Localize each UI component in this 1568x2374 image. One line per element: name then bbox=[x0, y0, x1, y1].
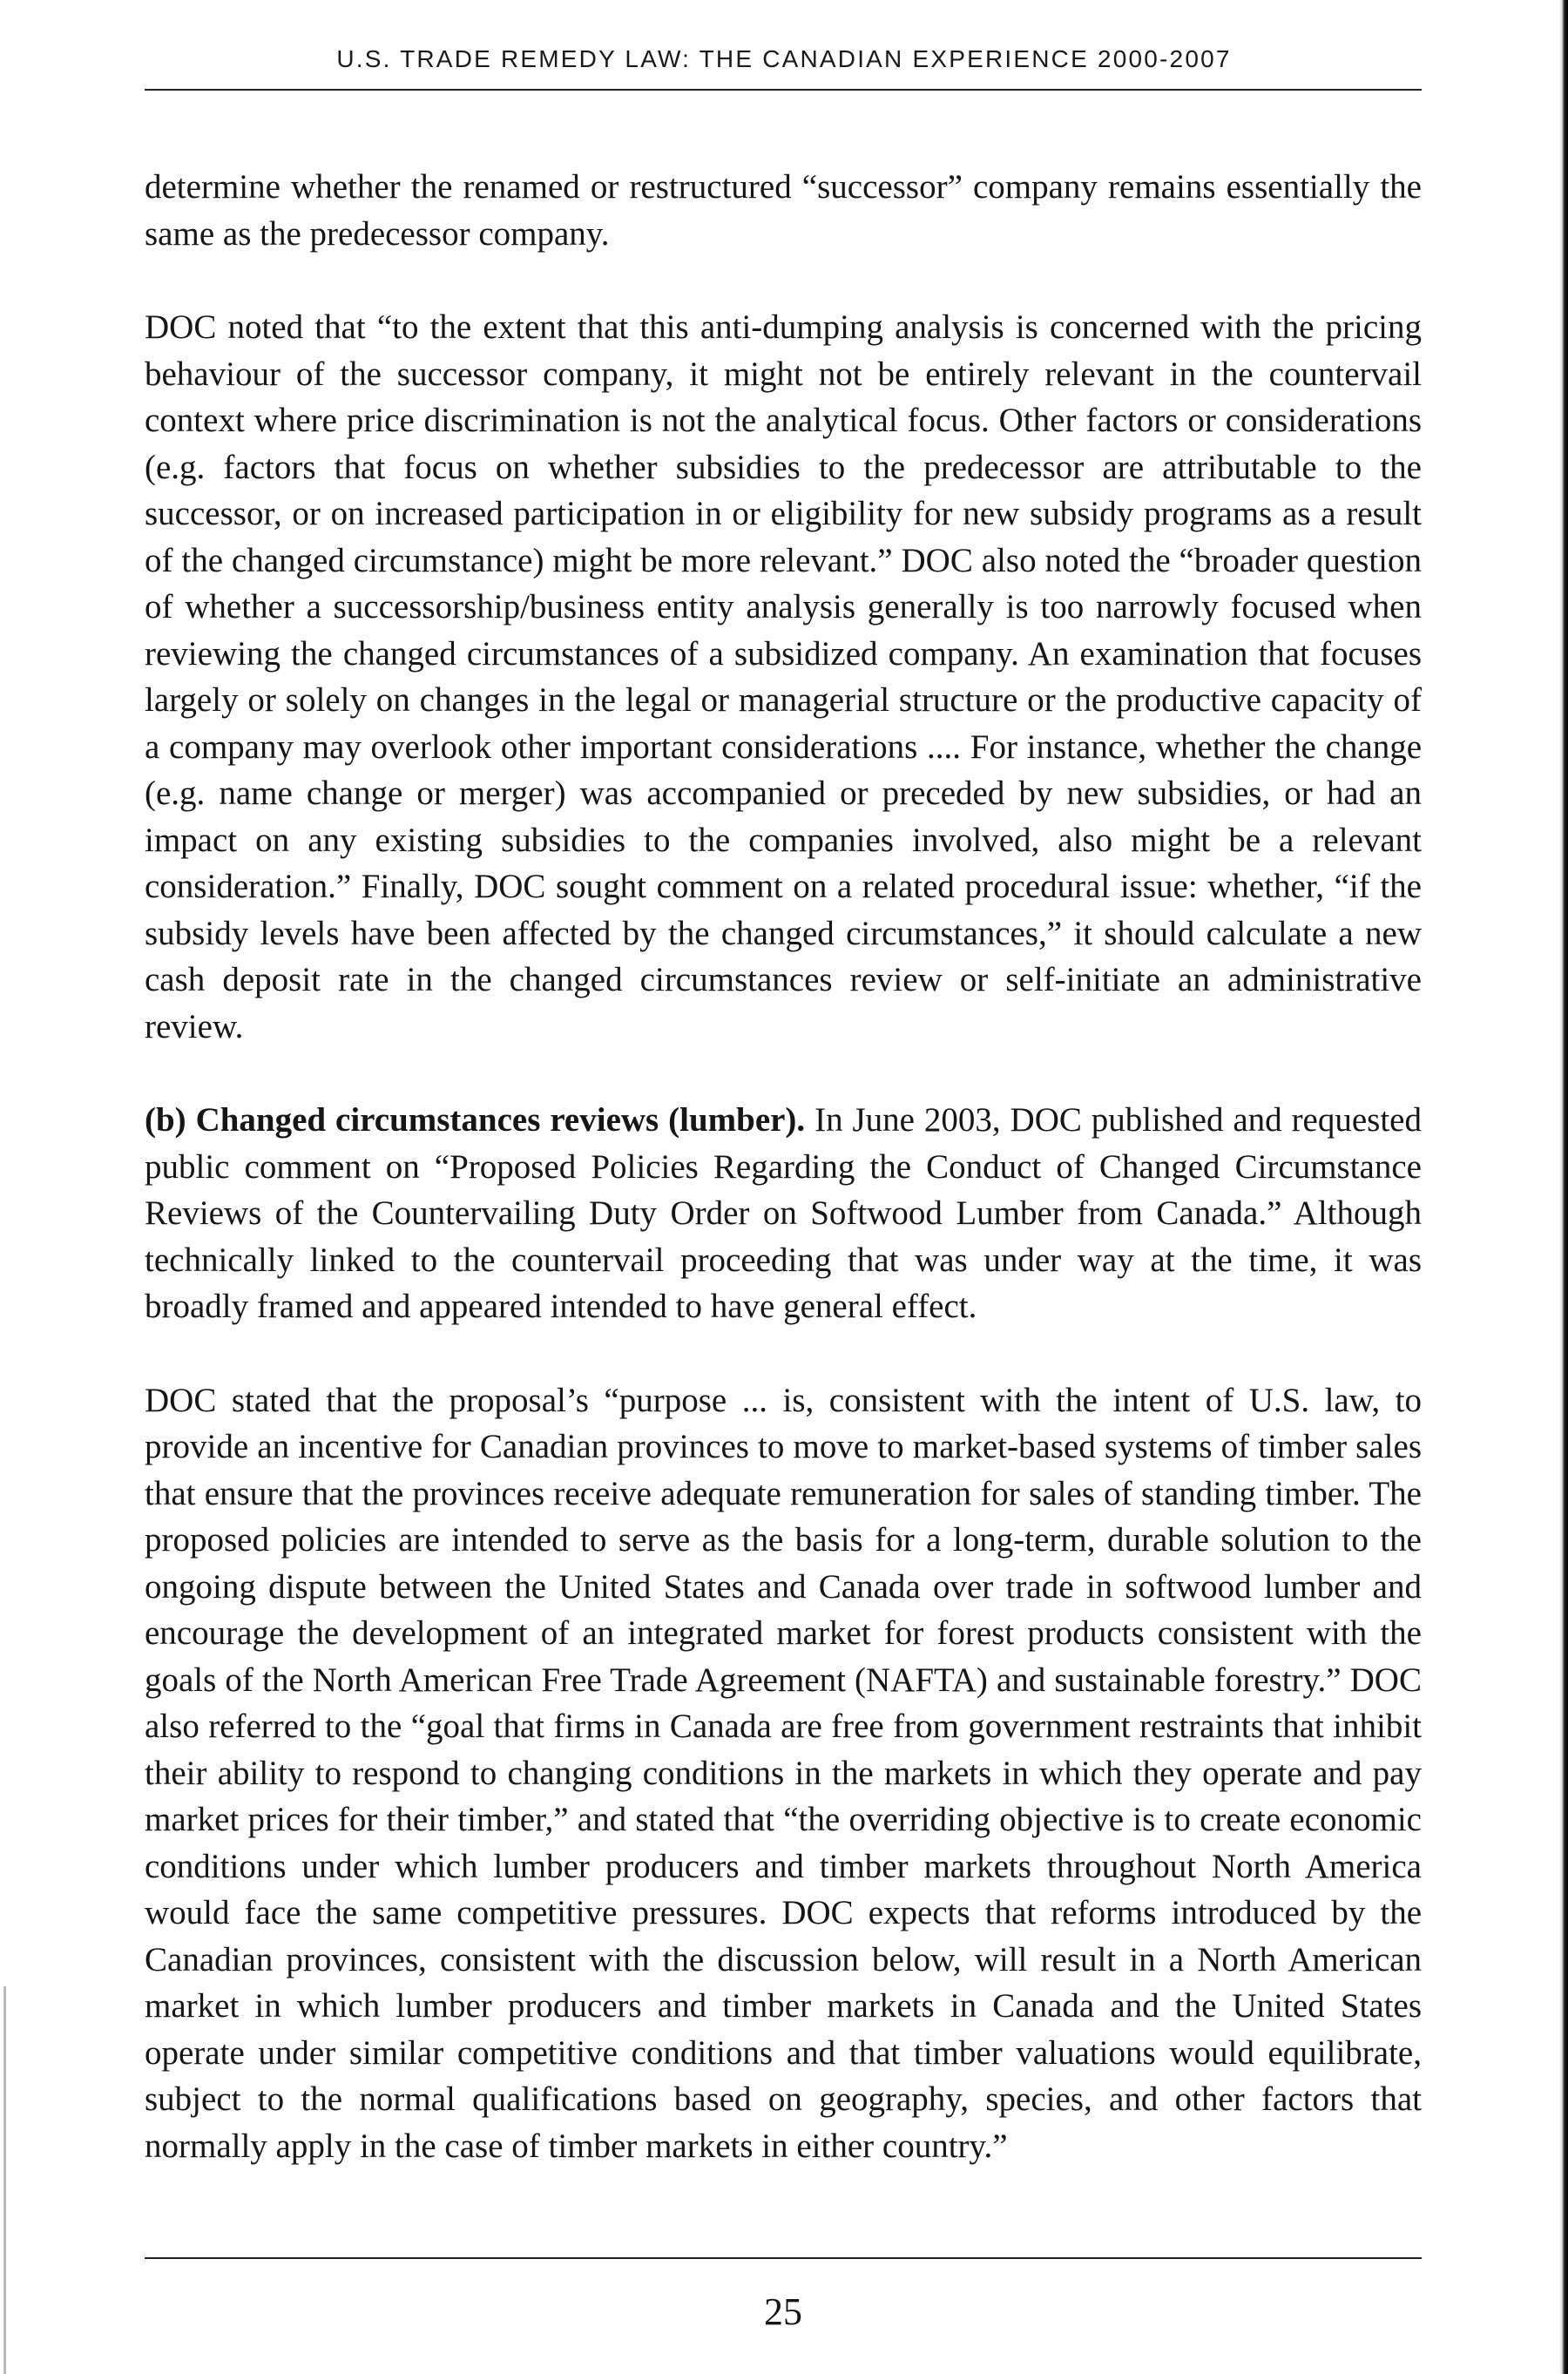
footer-rule bbox=[145, 2257, 1422, 2259]
paragraph-continuation: determine whether the renamed or restructured “successor” company remains essentially the same as the predecessor company. bbox=[145, 168, 1422, 253]
paragraph-doc-stated: DOC stated that the proposal’s “purpose ... is, consistent with the intent of U.S. law, to provide an incentive for Canadian provinces to move to market-based systems of timber sales that ensure that the provinces receive adequate remuneration for sales of standing timber. The proposed policies are intended to serve as the basis for a long-term, durable solution to the ongoing dispute between the United States and Canada over trade in softwood lumber and encourage the development of an integrated market for forest products consistent with the goals of the North American Free Trade Agreement (NAFTA) and sustainable forestry.” DOC also referred to the “goal that firms in Canada are free from government restraints that inhibit their ability to respond to changing conditions in the markets in which they operate and pay market prices for their timber,” and stated that “the overriding objective is to create economic conditions under which lumber producers and timber markets throughout North America would face the same competitive pressures. DOC expects that reforms introduced by the Canadian provinces, consistent with the discussion below, will result in a North American market in which lumber producers and timber markets in Canada and the United States operate under similar competitive conditions and that timber valuations would equilibrate, subject to the normal qualifications based on geography, species, and other factors that normally apply in the case of timber markets in either country.” bbox=[145, 1381, 1422, 2165]
header-rule bbox=[145, 89, 1422, 91]
section-heading-b: (b) Changed circumstances reviews (lumber). bbox=[145, 1101, 806, 1139]
running-header: U.S. TRADE REMEDY LAW: THE CANADIAN EXPERIENCE 2000-2007 bbox=[336, 45, 1232, 72]
paragraph-changed-circumstances-text: In June 2003, DOC published and requested public comment on “Proposed Policies Regarding the Conduct of Changed Circumstance Reviews of the Countervailing Duty Order on Softwood Lumber from Canada.” Although technically linked to the countervail proceeding that was under way at the time, it was broadly framed and appeared intended to have general effect. bbox=[145, 1101, 1422, 1325]
body-text bbox=[145, 164, 1422, 2216]
scan-edge-mark bbox=[3, 1986, 6, 2374]
paragraph-changed-circumstances bbox=[145, 1097, 1422, 1330]
page-number: 25 bbox=[764, 2290, 802, 2333]
scan-edge-shadow bbox=[1559, 0, 1568, 2374]
paragraph-doc-noted: DOC noted that “to the extent that this anti-dumping analysis is concerned with the pricing behaviour of the successor company, it might not be entirely relevant in the countervail context where price discrimination is not the analytical focus. Other factors or considerations (e.g. factors that focus on whether subsidies to the predecessor are attributable to the successor, or on increased participation in or eligibility for new subsidy programs as a result of the changed circumstance) might be more relevant.” DOC also noted the “broader question of whether a successorship/business entity analysis generally is too narrowly focused when reviewing the changed circumstances of a subsidized company. An examination that focuses largely or solely on changes in the legal or managerial structure or the productive capacity of a company may overlook other important considerations .... For instance, whether the change (e.g. name change or merger) was accompanied or preceded by new subsidies, or had an impact on any existing subsidies to the companies involved, also might be a relevant consideration.” Finally, DOC sought comment on a related procedural issue: whether, “if the subsidy levels have been affected by the changed circumstances,” it should calculate a new cash deposit rate in the changed circumstances review or self-initiate an administrative review. bbox=[145, 308, 1422, 1045]
